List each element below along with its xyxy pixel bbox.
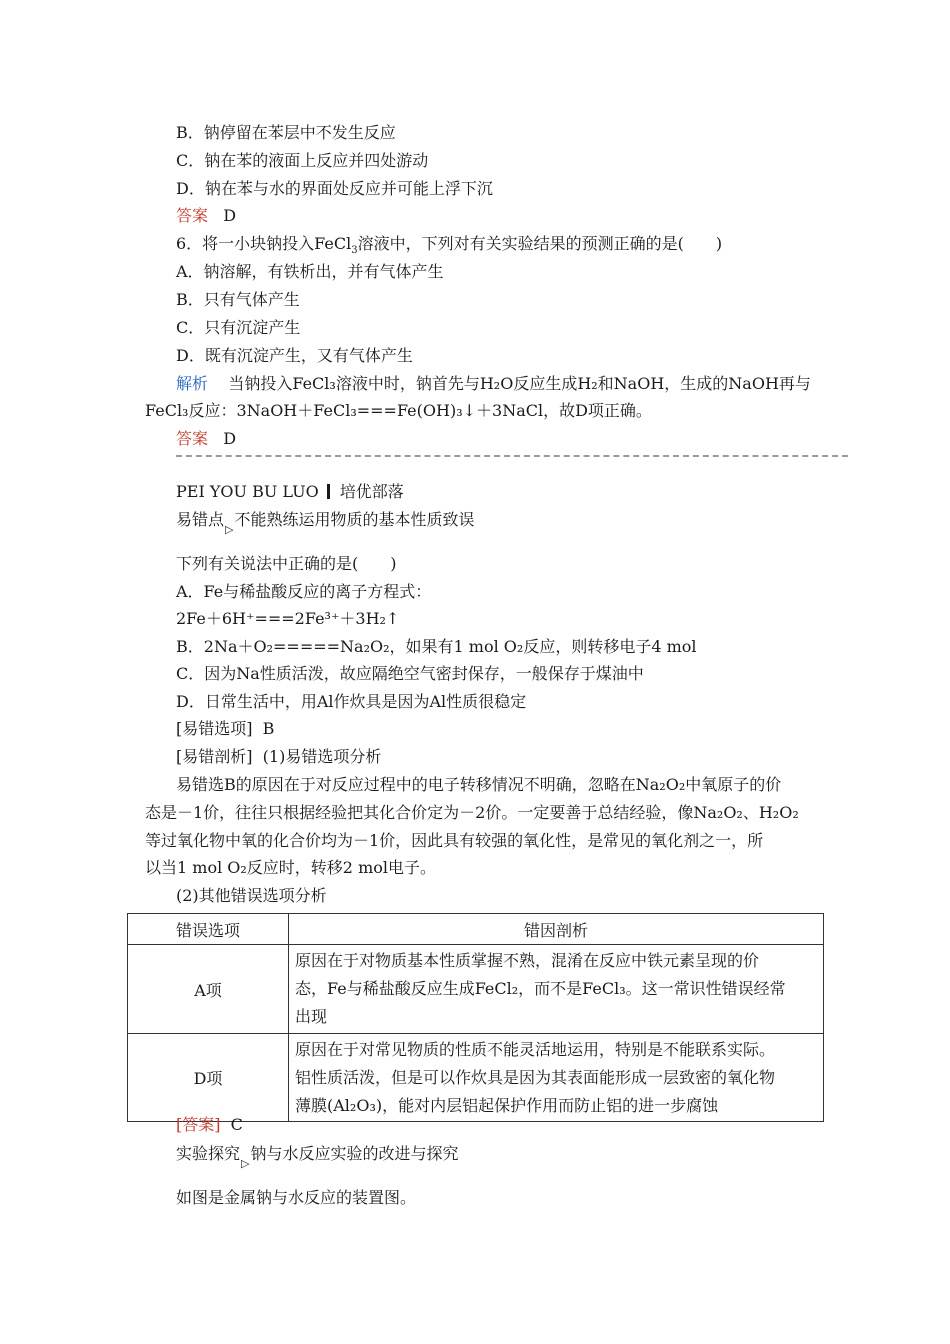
wrong-option-value: B bbox=[262, 719, 275, 738]
vertical-bar-icon bbox=[327, 484, 330, 499]
answer-value: D bbox=[223, 429, 237, 448]
analysis-paragraph-2: 态是－1价，往往只根据经验把其化合价定为－2价。一定要善于总结经验，像Na₂O₂、H₂O₂ bbox=[145, 803, 799, 822]
final-answer-label: [答案] bbox=[176, 1115, 221, 1134]
q7-option-a-equation: 2Fe＋6H⁺===2Fe³⁺＋3H₂↑ bbox=[176, 609, 400, 628]
q7-option-d: D．日常生活中，用Al作炊具是因为Al性质很稳定 bbox=[176, 692, 527, 711]
reason-line: 薄膜(Al₂O₃)，能对内层铝起保护作用而防止铝的进一步腐蚀 bbox=[295, 1095, 719, 1115]
experiment-label: 实验探究 bbox=[176, 1144, 241, 1163]
table-cell-reason bbox=[289, 1034, 824, 1122]
tip-heading bbox=[176, 510, 475, 540]
reason-line: 原因在于对物质基本性质掌握不熟，混淆在反应中铁元素呈现的价 bbox=[295, 951, 760, 970]
analysis-text-1: 当钠投入FeCl₃溶液中时，钠首先与H₂O反应生成H₂和NaOH，生成的NaOH再与 bbox=[228, 374, 811, 393]
answer-line bbox=[176, 206, 236, 226]
section-pinyin: PEI YOU BU LUO bbox=[176, 482, 319, 501]
reason-line: 原因在于对常见物质的性质不能灵活地运用，特别是不能联系实际。 bbox=[295, 1039, 776, 1059]
reason-line: 铝性质活泼，但是可以作炊具是因为其表面能形成一层致密的氧化物 bbox=[295, 1067, 776, 1087]
table-row bbox=[128, 945, 824, 1034]
analysis-line-1 bbox=[176, 374, 811, 394]
section-header bbox=[176, 482, 404, 502]
stem-text: 6．将一小块钠投入FeCl bbox=[176, 234, 352, 253]
error-analysis-table bbox=[127, 913, 824, 1122]
q7-option-a: A．Fe与稀盐酸反应的离子方程式： bbox=[176, 582, 432, 601]
q6-option-c: C．只有沉淀产生 bbox=[176, 318, 301, 337]
closing-text: 如图是金属钠与水反应的装置图。 bbox=[176, 1188, 417, 1207]
stem-text-tail: 溶液中，下列对有关实验结果的预测正确的是( ) bbox=[357, 234, 723, 253]
answer-label: 答案 bbox=[176, 206, 209, 225]
answer-label: 答案 bbox=[176, 429, 209, 448]
table-cell-option: D项 bbox=[128, 1034, 289, 1122]
analysis-paragraph-1: 易错选B的原因在于对反应过程中的电子转移情况不明确，忽略在Na₂O₂中氧原子的价 bbox=[176, 775, 782, 794]
wrong-analysis-label: [易错剖析] bbox=[176, 747, 253, 766]
analysis-line-2: FeCl₃反应：3NaOH＋FeCl₃===Fe(OH)₃↓＋3NaCl，故D项正确。 bbox=[145, 401, 652, 420]
question-6-stem bbox=[176, 234, 723, 257]
section-divider bbox=[176, 455, 848, 457]
option-d: D．钠在苯与水的界面处反应并可能上浮下沉 bbox=[176, 179, 493, 198]
q7-option-c: C．因为Na性质活泼，故应隔绝空气密封保存，一般保存于煤油中 bbox=[176, 664, 644, 683]
table-row bbox=[128, 1034, 824, 1122]
analysis-paragraph-3: 等过氧化物中氧的化合价均为－1价，因此具有较强的氧化性，是常见的氧化剂之一，所 bbox=[145, 831, 764, 850]
q7-option-b: B．2Na＋O₂=====Na₂O₂，如果有1 mol O₂反应，则转移电子4 mol bbox=[176, 637, 697, 656]
reason-line: 出现 bbox=[295, 1007, 328, 1026]
option-c: C．钠在苯的液面上反应并四处游动 bbox=[176, 151, 429, 170]
q6-answer-line bbox=[176, 429, 236, 449]
wrong-analysis-sub1: (1)易错选项分析 bbox=[262, 747, 382, 766]
analysis-label: 解析 bbox=[176, 374, 209, 393]
answer-value: D bbox=[223, 206, 237, 225]
table-header-reason: 错因剖析 bbox=[289, 914, 824, 945]
experiment-text: 钠与水反应实验的改进与探究 bbox=[250, 1144, 459, 1163]
table-cell-option: A项 bbox=[128, 945, 289, 1034]
table-header-option: 错误选项 bbox=[128, 914, 289, 945]
table-header-row bbox=[128, 914, 824, 945]
table-cell-reason bbox=[289, 945, 824, 1034]
option-b: B．钠停留在苯层中不发生反应 bbox=[176, 123, 396, 142]
tip-text: 不能熟练运用物质的基本性质致误 bbox=[234, 510, 475, 529]
q6-option-d: D．既有沉淀产生，又有气体产生 bbox=[176, 346, 413, 365]
reason-line: 态，Fe与稀盐酸反应生成FeCl₂，而不是FeCl₃。这一常识性错误经常 bbox=[295, 979, 786, 998]
section-title: 培优部落 bbox=[339, 482, 404, 501]
triangle-arrow-icon: ▷ bbox=[241, 1157, 250, 1170]
experiment-heading bbox=[176, 1144, 459, 1174]
wrong-option-line bbox=[176, 719, 274, 739]
final-answer-line bbox=[176, 1115, 243, 1135]
other-options-heading: (2)其他错误选项分析 bbox=[176, 886, 327, 905]
tip-label: 易错点 bbox=[176, 510, 225, 529]
q6-option-a: A．钠溶解，有铁析出，并有气体产生 bbox=[176, 262, 444, 281]
stem-subscript: 3 bbox=[351, 245, 358, 257]
wrong-option-label: [易错选项] bbox=[176, 719, 253, 738]
wrong-analysis-line bbox=[176, 747, 381, 767]
question-7-stem: 下列有关说法中正确的是( ) bbox=[176, 554, 397, 573]
q6-option-b: B．只有气体产生 bbox=[176, 290, 300, 309]
analysis-paragraph-4: 以当1 mol O₂反应时，转移2 mol电子。 bbox=[145, 858, 436, 877]
triangle-arrow-icon: ▷ bbox=[225, 523, 234, 536]
final-answer-value: C bbox=[230, 1115, 243, 1134]
